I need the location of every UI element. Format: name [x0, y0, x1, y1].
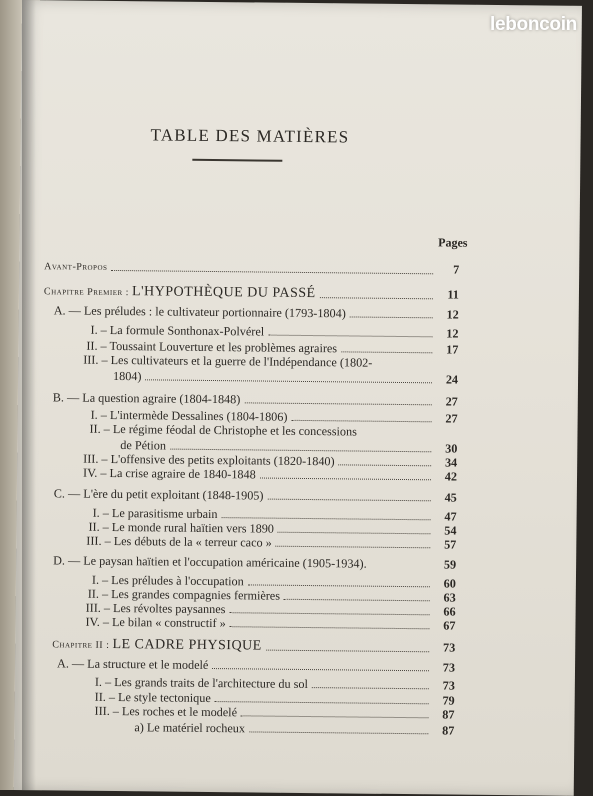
page-title: TABLE DES MATIÈRES	[150, 125, 350, 147]
toc-chapter-heading	[52, 636, 262, 654]
toc-entry	[90, 323, 458, 341]
toc-entry-text: II. – Le monde rural haïtien vers 1890	[88, 519, 275, 536]
toc-entry-page: 87	[442, 723, 455, 738]
dot-leader	[339, 464, 432, 466]
dot-leader	[229, 612, 429, 615]
toc-entry-text: C. — L'ère du petit exploitant (1848-1905)	[53, 486, 264, 503]
toc-entry-page: 60	[443, 576, 456, 591]
toc-entry	[54, 303, 459, 321]
dot-leader	[266, 649, 430, 652]
dot-leader	[145, 379, 432, 383]
dot-leader	[276, 545, 431, 548]
toc-entry	[53, 553, 456, 571]
toc-entry-text: IV. – La crise agraire de 1840-1848	[82, 465, 256, 482]
toc-entry-page: 57	[444, 537, 457, 552]
dot-leader	[212, 668, 429, 671]
toc-entry-page: 12	[446, 326, 459, 341]
toc-entry-page: 34	[444, 455, 458, 470]
toc-entry	[85, 615, 455, 633]
toc-entry-text: A. — Les préludes : le cultivateur portionnaire (1793-1804)	[53, 303, 346, 321]
watermark-logo: leboncoin	[489, 14, 577, 35]
toc-chapter-entry	[52, 636, 455, 656]
toc-entry	[83, 466, 457, 484]
toc-entry	[86, 534, 456, 552]
toc-entry-continuation: de Pétion	[120, 438, 167, 453]
dot-leader	[260, 477, 431, 480]
toc-entry-page: 54	[444, 523, 457, 538]
toc-entry-page: 79	[442, 693, 455, 708]
toc-entry-text: B. — La question agraire (1804-1848)	[52, 390, 241, 407]
dot-leader	[350, 316, 433, 318]
toc-entry-text: III. – Les débuts de la « terreur caco »	[86, 533, 272, 550]
toc-entry-text: II. – Le régime féodal de Christophe et les concessions	[89, 421, 357, 439]
toc-entry-page: 27	[445, 394, 458, 409]
toc-entry-page: 11	[447, 287, 460, 302]
toc-entry-text: IV. – Le bilan « constructif »	[85, 614, 226, 631]
toc-entry-page: 73	[442, 660, 456, 675]
dot-leader	[230, 626, 430, 629]
toc-entry-text: I. – Le parasitisme urbain	[92, 505, 218, 522]
toc-entry-text: a) Le matériel rocheux	[134, 720, 246, 736]
chapter-title: L'HYPOTHÈQUE DU PASSÉ	[131, 284, 316, 302]
toc-entry-text: II. – Le style tectonique	[94, 689, 211, 706]
pages-column-header: Pages	[438, 235, 468, 250]
toc-entry-text: A. — La structure et le modelé	[56, 656, 209, 672]
toc-entry-page: 17	[446, 342, 459, 357]
toc-entry-text: III. – Les cultivateurs et la guerre de l'Indépendance (1802-	[83, 352, 373, 370]
dot-leader	[267, 498, 430, 501]
dot-leader	[312, 687, 429, 689]
toc-entry-page: 67	[443, 618, 456, 633]
dot-leader	[221, 517, 430, 520]
dot-leader	[249, 731, 428, 734]
toc-entry-page: 73	[442, 640, 456, 655]
toc-entry-page: 59	[443, 557, 457, 572]
chapter-label: Chapitre II :	[52, 639, 110, 651]
dot-leader	[278, 531, 431, 534]
toc-entry-text: II. – Toussaint Louverture et les problèmes agraires	[86, 338, 338, 356]
dot-leader	[341, 351, 432, 353]
dot-leader	[320, 297, 433, 299]
dot-leader	[111, 269, 433, 273]
table-of-contents	[14, 0, 582, 796]
toc-entry-text: Avant-Propos	[44, 261, 108, 273]
dot-leader	[241, 715, 429, 718]
toc-entry	[134, 720, 454, 737]
toc-entry-text: I. – La formule Sonthonax-Polvérel	[90, 322, 265, 339]
toc-entry-page: 66	[443, 604, 456, 619]
dot-leader	[215, 701, 429, 704]
book-page	[14, 0, 582, 796]
toc-entry-page: 12	[446, 307, 459, 322]
dot-leader	[170, 448, 431, 452]
dot-leader	[284, 598, 430, 601]
toc-entry-page: 30	[445, 441, 458, 456]
toc-entry-page: 47	[444, 509, 457, 524]
chapter-label: Chapitre Premier :	[43, 286, 130, 299]
toc-entry-text: III. – Les révoltes paysannes	[85, 600, 226, 617]
toc-entry-page: 73	[442, 678, 455, 693]
toc-entry-page: 45	[444, 490, 457, 505]
toc-entry-page: 63	[443, 590, 456, 605]
toc-entry-text: I. – L'intermède Dessalines (1804-1806)	[90, 407, 288, 424]
toc-entry	[54, 486, 457, 504]
toc-entry-page: 7	[453, 262, 460, 277]
toc-entry-text: III. – L'offensive des petits exploitants (1820-1840)	[83, 451, 335, 469]
toc-chapter-heading	[44, 283, 316, 302]
toc-entry-text: D. — Le paysan haïtien et l'occupation américaine (1905-1934).	[53, 553, 367, 571]
toc-entry	[94, 704, 454, 722]
dot-leader	[268, 334, 432, 337]
gutter-shadow	[22, 0, 36, 790]
toc-entry-page: 24	[445, 372, 459, 387]
toc-entry	[57, 656, 455, 674]
dot-leader	[244, 402, 431, 405]
toc-entry-page: 87	[442, 707, 455, 722]
toc-entry-text: I. – Les grands traits de l'architecture du sol	[94, 674, 308, 692]
toc-entry-text: III. – Les roches et le modelé	[94, 703, 238, 720]
toc-entry-text: I. – Les préludes à l'occupation	[91, 572, 244, 589]
toc-entry	[53, 390, 458, 408]
toc-entry-page: 42	[444, 469, 458, 484]
chapter-title: LE CADRE PHYSIQUE	[112, 636, 262, 654]
toc-entry	[44, 258, 459, 278]
toc-entry-continuation: 1804)	[112, 368, 142, 384]
toc-entry-text: II. – Les grandes compagnies fermières	[87, 586, 281, 603]
toc-entry	[113, 369, 458, 387]
dot-leader	[291, 419, 431, 421]
dot-leader	[248, 584, 430, 587]
toc-chapter-entry	[44, 283, 459, 303]
toc-entry-page: 27	[445, 411, 458, 426]
